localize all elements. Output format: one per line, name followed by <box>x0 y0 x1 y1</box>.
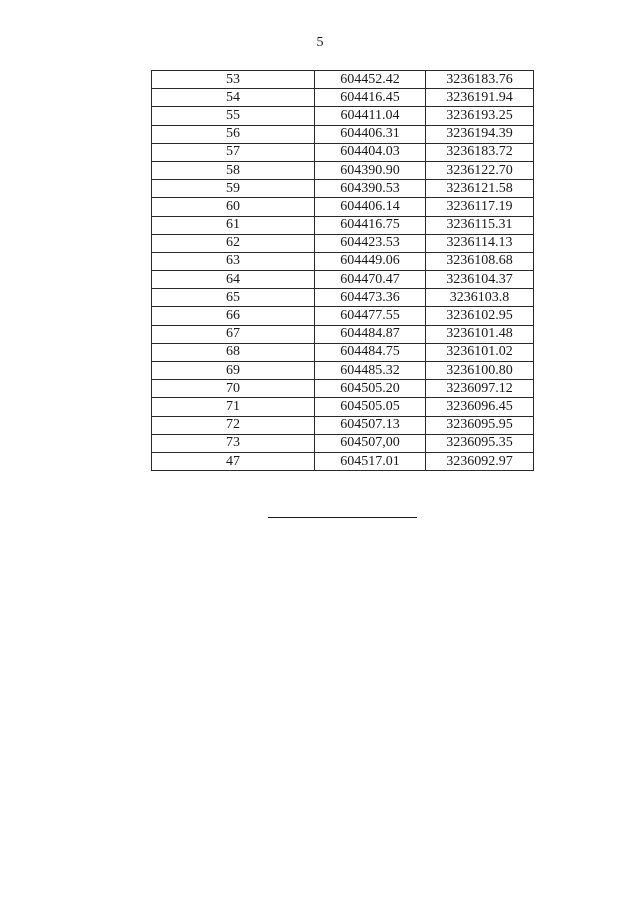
x-coordinate-cell: 604411.04 <box>315 107 426 125</box>
y-coordinate-cell: 3236102.95 <box>426 307 534 325</box>
table-row <box>152 143 534 161</box>
point-number-cell: 61 <box>152 216 315 234</box>
table-row <box>152 416 534 434</box>
point-number-cell: 67 <box>152 325 315 343</box>
y-coordinate-cell: 3236101.02 <box>426 343 534 361</box>
table-row <box>152 380 534 398</box>
coordinates-table-body <box>152 71 534 471</box>
point-number-cell: 70 <box>152 380 315 398</box>
x-coordinate-cell: 604390.90 <box>315 161 426 179</box>
x-coordinate-cell: 604470.47 <box>315 271 426 289</box>
point-number-cell: 56 <box>152 125 315 143</box>
point-number-cell: 63 <box>152 252 315 270</box>
y-coordinate-cell: 3236101.48 <box>426 325 534 343</box>
x-coordinate-cell: 604404.03 <box>315 143 426 161</box>
y-coordinate-cell: 3236194.39 <box>426 125 534 143</box>
table-row <box>152 216 534 234</box>
table-row <box>152 180 534 198</box>
table-row <box>152 325 534 343</box>
x-coordinate-cell: 604423.53 <box>315 234 426 252</box>
x-coordinate-cell: 604473.36 <box>315 289 426 307</box>
x-coordinate-cell: 604484.87 <box>315 325 426 343</box>
y-coordinate-cell: 3236100.80 <box>426 362 534 380</box>
table-row <box>152 234 534 252</box>
y-coordinate-cell: 3236117.19 <box>426 198 534 216</box>
point-number-cell: 54 <box>152 89 315 107</box>
point-number-cell: 65 <box>152 289 315 307</box>
table-row <box>152 71 534 89</box>
y-coordinate-cell: 3236097.12 <box>426 380 534 398</box>
y-coordinate-cell: 3236114.13 <box>426 234 534 252</box>
x-coordinate-cell: 604517.01 <box>315 452 426 470</box>
x-coordinate-cell: 604416.75 <box>315 216 426 234</box>
x-coordinate-cell: 604477.55 <box>315 307 426 325</box>
x-coordinate-cell: 604406.14 <box>315 198 426 216</box>
table-row <box>152 198 534 216</box>
y-coordinate-cell: 3236104.37 <box>426 271 534 289</box>
x-coordinate-cell: 604390.53 <box>315 180 426 198</box>
y-coordinate-cell: 3236103.8 <box>426 289 534 307</box>
point-number-cell: 71 <box>152 398 315 416</box>
y-coordinate-cell: 3236121.58 <box>426 180 534 198</box>
point-number-cell: 58 <box>152 161 315 179</box>
x-coordinate-cell: 604507.13 <box>315 416 426 434</box>
y-coordinate-cell: 3236191.94 <box>426 89 534 107</box>
point-number-cell: 57 <box>152 143 315 161</box>
x-coordinate-cell: 604416.45 <box>315 89 426 107</box>
y-coordinate-cell: 3236183.76 <box>426 71 534 89</box>
table-row <box>152 125 534 143</box>
point-number-cell: 59 <box>152 180 315 198</box>
y-coordinate-cell: 3236183.72 <box>426 143 534 161</box>
point-number-cell: 72 <box>152 416 315 434</box>
y-coordinate-cell: 3236095.35 <box>426 434 534 452</box>
coordinates-table <box>151 70 534 471</box>
point-number-cell: 73 <box>152 434 315 452</box>
point-number-cell: 68 <box>152 343 315 361</box>
y-coordinate-cell: 3236108.68 <box>426 252 534 270</box>
table-row <box>152 362 534 380</box>
x-coordinate-cell: 604449.06 <box>315 252 426 270</box>
table-row <box>152 89 534 107</box>
x-coordinate-cell: 604452.42 <box>315 71 426 89</box>
table-row <box>152 289 534 307</box>
y-coordinate-cell: 3236115.31 <box>426 216 534 234</box>
x-coordinate-cell: 604406.31 <box>315 125 426 143</box>
point-number-cell: 62 <box>152 234 315 252</box>
table-row <box>152 271 534 289</box>
table-row <box>152 434 534 452</box>
point-number-cell: 47 <box>152 452 315 470</box>
x-coordinate-cell: 604485.32 <box>315 362 426 380</box>
table-row <box>152 398 534 416</box>
point-number-cell: 60 <box>152 198 315 216</box>
page-number: 5 <box>316 35 324 50</box>
x-coordinate-cell: 604484.75 <box>315 343 426 361</box>
y-coordinate-cell: 3236122.70 <box>426 161 534 179</box>
point-number-cell: 69 <box>152 362 315 380</box>
x-coordinate-cell: 604505.20 <box>315 380 426 398</box>
table-row <box>152 252 534 270</box>
y-coordinate-cell: 3236193.25 <box>426 107 534 125</box>
point-number-cell: 53 <box>152 71 315 89</box>
table-row <box>152 452 534 470</box>
table-row <box>152 307 534 325</box>
point-number-cell: 55 <box>152 107 315 125</box>
table-row <box>152 161 534 179</box>
end-of-table-rule <box>268 517 417 518</box>
x-coordinate-cell: 604505.05 <box>315 398 426 416</box>
y-coordinate-cell: 3236096.45 <box>426 398 534 416</box>
table-row <box>152 107 534 125</box>
y-coordinate-cell: 3236095.95 <box>426 416 534 434</box>
y-coordinate-cell: 3236092.97 <box>426 452 534 470</box>
x-coordinate-cell: 604507,00 <box>315 434 426 452</box>
point-number-cell: 66 <box>152 307 315 325</box>
table-row <box>152 343 534 361</box>
point-number-cell: 64 <box>152 271 315 289</box>
